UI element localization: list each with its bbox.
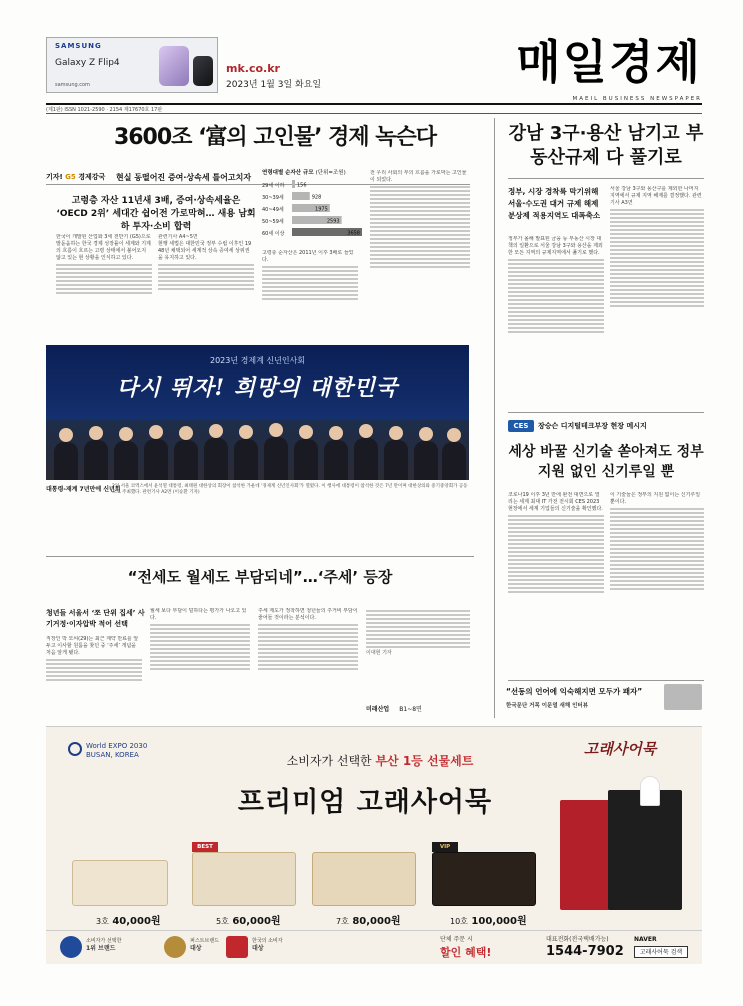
story2-byline: 이대현 기자 — [366, 650, 392, 656]
vase-icon — [640, 776, 660, 806]
badge-prefix: 기자! — [46, 173, 63, 181]
divider — [508, 178, 704, 179]
ces-logo: CES — [508, 420, 534, 432]
author-photo — [664, 684, 702, 710]
right1-body-col-1 — [508, 236, 604, 406]
body-text: 월세 보다 부담이 덜하다는 평가가 나오고 있다. — [150, 608, 247, 621]
lead-byline: 관련기사 A4~5면 — [158, 234, 198, 240]
award-badge-icon — [226, 936, 248, 958]
top-advertisement[interactable] — [46, 37, 218, 93]
expo-title: World EXPO 2030 — [86, 742, 148, 750]
product-price-10 — [450, 912, 527, 927]
body-text: 서울 강남 3구와 용산구를 제외한 나머지 지역에서 규제 지역 해제를 결정했다. — [610, 186, 699, 199]
photo-slogan: 다시 뛰자! 희망의 대한민국 — [116, 375, 399, 401]
story2-subhead: 청년들 서울서 ‘쪼 단위 집세’ 사기거정·이자압박 적어 선택 — [46, 609, 145, 628]
vip-badge: VIP — [432, 842, 458, 852]
body-text: 이 기술들은 정부의 지원 없이는 신기루일 뿐이다. — [610, 492, 701, 505]
person-figure — [84, 440, 108, 480]
chart-value-label: 156 — [296, 182, 307, 189]
ces-series-tag: 장승슨 디지털테크부장 현장 메시지 — [538, 422, 647, 430]
chart-title — [262, 168, 346, 176]
product-box-10[interactable] — [432, 852, 536, 906]
award-1 — [86, 938, 121, 952]
series-badge — [46, 172, 105, 182]
body-text: 고령층 순자산은 2011년 이후 3배로 늘었다. — [262, 250, 354, 263]
ad-title: 프리미엄 고래사어묵 — [237, 787, 493, 818]
body-text: 주세 제도가 정착하면 청년들의 주거비 부담이 줄어들 것이라는 분석이다. — [258, 608, 358, 621]
product-box-5[interactable] — [192, 852, 296, 906]
ad-site: samsung.com — [55, 82, 90, 88]
award-main: 1위 브랜드 — [86, 945, 116, 952]
column-divider — [494, 118, 495, 718]
person-figure — [442, 442, 466, 480]
person-figure — [324, 440, 348, 480]
badge-brand: G5 — [65, 173, 76, 181]
product-price-7 — [336, 912, 401, 927]
right2-body-col-2 — [610, 492, 704, 672]
chart-value-label: 1975 — [315, 206, 328, 213]
award-badge-icon — [164, 936, 186, 958]
phone-image-icon — [193, 56, 213, 86]
product-price-3 — [96, 912, 161, 927]
photo-caption-title: 대통령-재계 7년만에 신년회 — [46, 486, 121, 493]
interview-teaser[interactable]: “선동의 언어에 익숙해지면 모두가 패자” — [506, 687, 643, 696]
award-main: 대상 — [190, 945, 202, 952]
body-text: 코로나19 이후 3년 만에 완전 대면으로 열리는 세계 최대 IT 가전 전시회 CES 2023 현장에서 세계 기업들의 신기술을 확인했다. — [508, 492, 603, 512]
award-top: 한국의 소비자 — [252, 938, 283, 944]
phone-number[interactable]: 1544-7902 — [546, 944, 624, 959]
site-url[interactable]: mk.co.kr — [226, 62, 280, 75]
section-tag[interactable] — [366, 704, 422, 713]
ad-brand: SAMSUNG — [55, 42, 102, 50]
body-text: 현행 세법은 대한민국 정부 수립 이후인 1948년 채택되어 세계적 상속 증여세 상위권을 유지하고 있다. — [158, 241, 252, 261]
product-price: 40,000원 — [112, 916, 161, 927]
person-figure — [114, 441, 138, 480]
lead-subhead: 고령층 자산 11년새 3배, 증여·상속세율은 ‘OECD 2위’ 세대간 쉽어전 가로막혀… 새용 남회하 투자·소비 합력 — [56, 196, 256, 232]
lead-body-col-2 — [158, 234, 254, 338]
masthead-english: MAEIL BUSINESS NEWSPAPER — [572, 96, 702, 102]
edition-line: (제1판) ISSN 1021-2590 · 2154 제17670호 17판 — [46, 107, 163, 113]
lead-body-col-4 — [370, 170, 470, 340]
divider — [508, 680, 704, 681]
person-figure — [234, 439, 258, 480]
product-price: 60,000원 — [232, 916, 281, 927]
section-tag-pages: B1~8면 — [399, 706, 422, 713]
person-figure — [384, 440, 408, 480]
person-figure — [54, 442, 78, 480]
interview-teaser-sub: 한국문단 거목 이문열 새해 인터뷰 — [506, 703, 589, 709]
expo-logo-icon — [68, 742, 82, 756]
section-tag-label: 미래산업 — [366, 706, 390, 713]
right1-body-col-2 — [610, 186, 704, 406]
story2-body-col-2 — [150, 608, 250, 716]
chart-unit: (단위=조원) — [315, 170, 346, 176]
product-label: 10호 — [450, 917, 468, 926]
divider — [46, 103, 702, 105]
body-text: 직장인 박 모씨(29)는 최근 계약 만료를 앞두고 이사할 원룸을 찾던 중 ‘주세’ 개념을 처음 알게 됐다. — [46, 636, 139, 656]
product-price: 100,000원 — [471, 916, 527, 927]
award-3 — [252, 938, 283, 952]
ad-tagline — [230, 752, 530, 769]
masthead: 매일경제 — [516, 35, 702, 89]
award-2 — [190, 938, 219, 952]
expo-text — [86, 742, 147, 760]
story2-body-col-4 — [366, 608, 470, 700]
right-headline-2[interactable]: 세상 바꿀 신기술 쏟아져도 정부지원 없인 신기루일 뿐 — [508, 444, 704, 480]
chart-value-label: 928 — [311, 194, 322, 201]
body-text: 정부가 올해 발표된 금융 등 부동산 시장 대책의 일환으로 서울 강남 3구와 용산을 제외한 모든 지역의 규제지역에서 풀기로 했다. — [508, 236, 603, 256]
asset-bar-chart — [262, 178, 366, 240]
chart-category-label: 60세 이상 — [262, 231, 285, 237]
product-price-5 — [216, 912, 281, 927]
badge-text: 경제강국 — [78, 173, 106, 181]
person-figure — [294, 439, 318, 480]
award-top: 소비자가 선택한 — [86, 938, 122, 944]
lead-kicker: 현실 동떨어진 증여·상속세 틀어고치자 — [116, 173, 252, 182]
chart-category-label: 40~49세 — [262, 207, 284, 213]
chart-category-label: 30~39세 — [262, 195, 284, 201]
divider — [508, 412, 704, 413]
award-main: 대상 — [252, 945, 264, 952]
issue-date: 2023년 1월 3일 화요일 — [226, 80, 322, 90]
chart-value-label: 2593 — [326, 218, 340, 225]
chart-bar — [292, 180, 295, 188]
photo-caption: 2일 서울 코엑스에서 윤석열 대통령, 최태원 대한상의 회장이 참석한 가운데 '경제계 신년인사회'가 열렸다. 이 행사에 대통령이 참석한 것은 7년 만이며 대한상의와 중기중앙회가 공동으로 주최했다. 관련기사 A2면 (이승환 기자) — [112, 484, 468, 495]
naver-logo: NAVER — [634, 936, 657, 943]
lead-body-col-3 — [262, 250, 358, 340]
right2-body-col-1 — [508, 492, 604, 672]
person-figure — [354, 438, 378, 480]
award-badge-icon — [60, 936, 82, 958]
person-figure — [144, 439, 168, 480]
body-text: 한국이 개발된 산업화 3세 전반기 (G5)으로 발돋움하는 한국 경제 성장률이 세계와 기계의 흐름이 흐르는 고령 상태에서 불어오지 않고 있는 현 상황을 인식하고 있다. — [56, 234, 151, 261]
lead-headline[interactable]: 3600조 ‘富의 고인물’ 경제 녹슨다 — [113, 125, 437, 150]
chart-title-text: 연령대별 순자산 규모 — [262, 170, 314, 176]
ad-model: Galaxy Z Flip4 — [55, 58, 120, 68]
divider — [46, 556, 474, 557]
chart-category-label: 50~59세 — [262, 219, 284, 225]
expo-city: BUSAN, KOREA — [86, 751, 139, 759]
chart-value-label: 3658 — [347, 230, 360, 237]
person-figure — [204, 438, 228, 480]
best-badge: BEST — [192, 842, 218, 852]
award-top: 퍼스트브랜드 — [190, 938, 219, 944]
product-label: 7호 — [336, 917, 349, 926]
ad-brand-logo: 고래사어묵 — [583, 740, 657, 758]
lead-photo[interactable] — [46, 345, 469, 480]
photo-banner: 2023년 경제계 신년인사회 — [210, 356, 305, 365]
chart-bar — [292, 192, 310, 200]
story2-headline[interactable]: “전세도 월세도 부담되네”…‘주세’ 등장 — [127, 568, 393, 586]
product-label: 3호 — [96, 917, 109, 926]
product-box-3[interactable] — [72, 860, 168, 906]
phone-image-icon — [159, 46, 189, 86]
ad-tagline-pre: 소비자가 선택한 — [286, 754, 372, 768]
divider — [46, 113, 702, 114]
product-box-7[interactable] — [312, 852, 416, 906]
story2-body-col-1 — [46, 636, 142, 716]
person-figure — [414, 441, 438, 480]
phone-label: 대표전화(전국택배가능) — [546, 936, 609, 943]
person-figure — [264, 437, 288, 480]
naver-search-box[interactable]: 고래사어묵 검색 — [634, 946, 688, 958]
product-price: 80,000원 — [352, 916, 401, 927]
lead-body-col-1 — [56, 234, 152, 338]
right-headline-1[interactable]: 강남 3구·용산 남기고 부동산규제 다 풀기로 — [508, 123, 704, 168]
gift-bag-black — [608, 790, 682, 910]
story2-body-col-3 — [258, 608, 358, 716]
person-figure — [174, 440, 198, 480]
discount-note[interactable]: 할인 혜택! — [440, 946, 492, 959]
chart-category-label: 29세 이하 — [262, 183, 285, 189]
body-text: 전 우리 사회의 부의 흐름을 가로막는 고인물이 되었다. — [370, 170, 467, 183]
right1-byline: 관련기사 A3면 — [610, 193, 702, 206]
right1-subhead: 정부, 시장 경착륙 막기위해 서울·수도권 대거 규제 해제 분상제 적용지역도 대폭축소 — [508, 187, 601, 220]
ad-tagline-highlight: 부산 1등 선물세트 — [375, 754, 474, 768]
product-label: 5호 — [216, 917, 229, 926]
order-note: 단체 주문 시 — [440, 936, 473, 943]
